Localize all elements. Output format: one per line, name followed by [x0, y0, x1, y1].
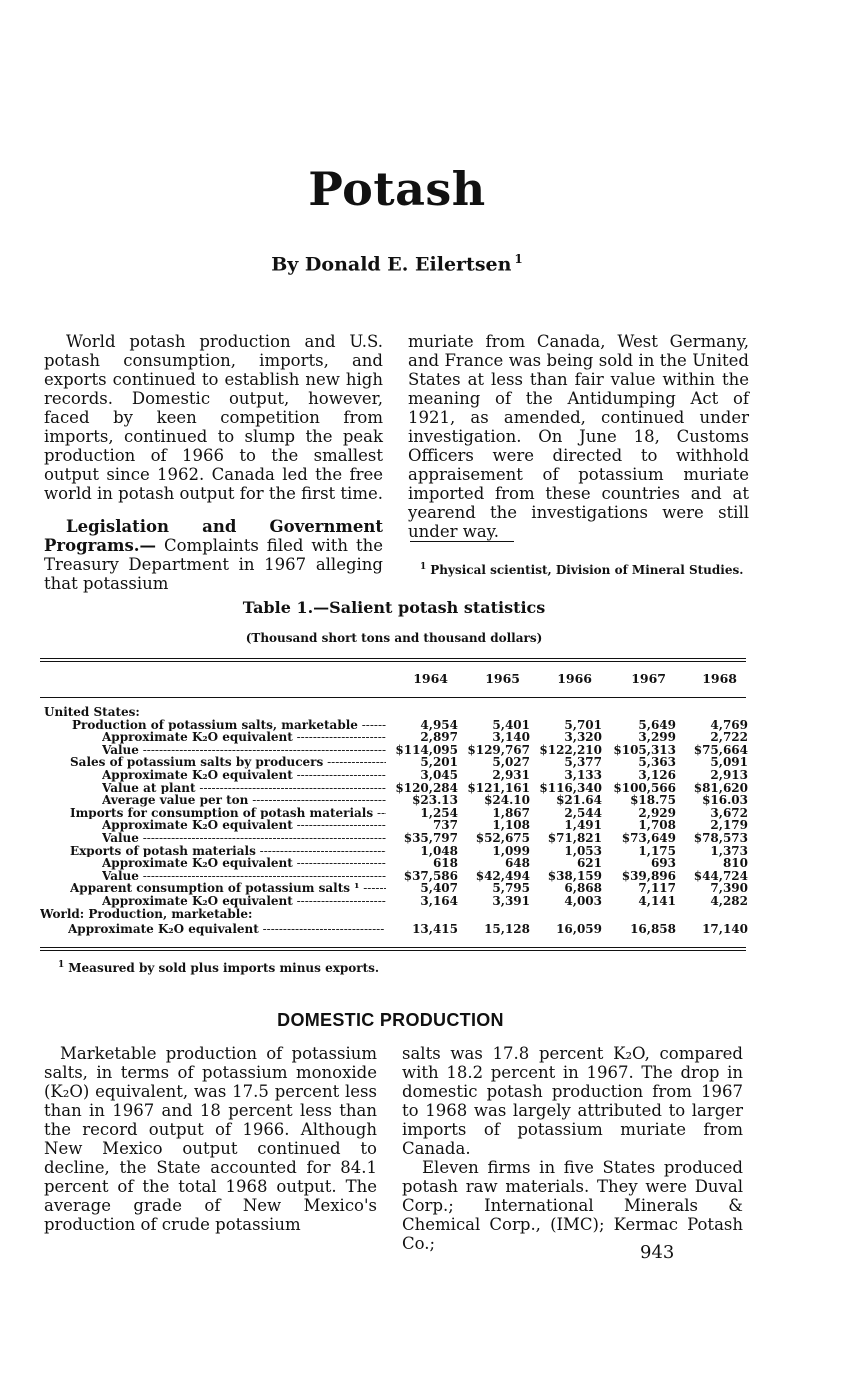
cell-value-1964: $23.13: [412, 793, 458, 808]
cell-value-1968: $75,664: [693, 742, 748, 757]
cell-value-1967: $100,566: [613, 780, 676, 795]
cell-value-1965: 1,099: [492, 843, 530, 858]
cell-value-1968: 2,179: [710, 818, 748, 833]
table-row: [40, 832, 750, 845]
cell-value-1965: 648: [504, 856, 530, 871]
cell-value-1964: 2,897: [420, 730, 458, 745]
row-label: Sales of potassium salts by producers -----: [70, 756, 386, 769]
cell-value-1964: $120,284: [395, 780, 458, 795]
cell-value-1967: 2,929: [638, 805, 676, 820]
cell-value-1967: 5,363: [638, 755, 676, 770]
cell-value-1965: 1,108: [492, 818, 530, 833]
table-header-rule: [40, 697, 746, 698]
column-header-year: 1967: [631, 671, 666, 686]
author-name: By Donald E. Eilertsen: [271, 253, 512, 276]
intro-right-column: [408, 332, 749, 541]
cell-value-1968: $78,573: [693, 830, 748, 845]
cell-value-1966: $116,340: [539, 780, 602, 795]
cell-value-1964: 618: [432, 856, 458, 871]
domestic-right-column: [402, 1044, 743, 1253]
table-row: [40, 845, 750, 858]
cell-value-1964: 3,164: [420, 893, 458, 908]
table-top-rule: [40, 661, 746, 662]
column-header-year: 1966: [557, 671, 592, 686]
cell-value-1966: 1,053: [564, 843, 602, 858]
cell-value-1964: $114,095: [395, 742, 458, 757]
domestic-paragraph: Marketable production of potassium salts, in terms of potassium monoxide (K₂O) equivalent, was 17.5 percent less than in 1967 and 18 percent less than the record output of 1966. Although New Mexico output continued to decline, the State accounted for 84.1 percent of the total 1968 output. The average grade of New Mexico's production of crude potassium: [44, 1044, 377, 1234]
cell-value-1967: $105,313: [613, 742, 676, 757]
row-label: Apparent consumption of potassium salts ¹ -----: [70, 882, 386, 895]
table-footnote: [58, 960, 379, 975]
cell-value-1965: $121,161: [467, 780, 530, 795]
salient-statistics-table: [40, 706, 750, 936]
table-bottom-rule: [40, 950, 746, 951]
cell-value-1968: 7,390: [710, 881, 748, 896]
producers-paragraph: Eleven firms in five States produced potash raw materials. They were Duval Corp.; International Minerals & Chemical Corp., (IMC); Kermac Potash Co.;: [402, 1158, 743, 1253]
cell-value-1968: 17,140: [702, 922, 748, 937]
row-label: Imports for consumption of potash materials -----: [70, 807, 386, 820]
cell-value-1965: 15,128: [484, 922, 530, 937]
cell-value-1968: $16.03: [702, 793, 748, 808]
legislation-text: Complaints filed with the Treasury Department in 1967 alleging that potassium: [44, 536, 383, 593]
cell-value-1964: 5,201: [420, 755, 458, 770]
row-label: Approximate K₂O equivalent -----: [102, 819, 386, 832]
cell-value-1968: 810: [722, 856, 748, 871]
footnote-mark: 1: [420, 562, 427, 572]
cell-value-1966: $122,210: [539, 742, 602, 757]
cell-value-1965: $24.10: [484, 793, 530, 808]
cell-value-1965: 2,931: [492, 767, 530, 782]
page-number: 943: [640, 1242, 675, 1263]
row-label: Value -----: [102, 832, 386, 845]
cell-value-1965: 5,401: [492, 717, 530, 732]
cell-value-1968: 4,769: [710, 717, 748, 732]
cell-value-1964: 1,254: [420, 805, 458, 820]
legislation-heading: Legislation and Government Programs.—: [44, 517, 383, 555]
cell-value-1967: 3,126: [638, 767, 676, 782]
cell-value-1967: $73,649: [621, 830, 676, 845]
row-label: Value at plant -----: [102, 782, 386, 795]
cell-value-1967: 5,649: [638, 717, 676, 732]
cell-value-1964: 13,415: [412, 922, 458, 937]
author-footnote: [420, 562, 743, 577]
row-label: Production of potassium salts, marketable -----: [72, 719, 386, 732]
table-row: [40, 895, 750, 908]
table-footnote-text: Measured by sold plus imports minus exports.: [68, 961, 380, 975]
row-label: World: Production, marketable:: [40, 907, 253, 921]
cell-value-1967: 3,299: [638, 730, 676, 745]
cell-value-1964: $35,797: [403, 830, 458, 845]
table-footnote-mark: 1: [58, 960, 65, 970]
row-label: Exports of potash materials -----: [70, 845, 386, 858]
footnote-text: Physical scientist, Division of Mineral Studies.: [430, 563, 744, 577]
row-label: Value -----: [102, 870, 386, 883]
cell-value-1967: 1,708: [638, 818, 676, 833]
column-header-year: 1964: [413, 671, 448, 686]
cell-value-1964: 5,407: [420, 881, 458, 896]
cell-value-1965: $42,494: [475, 868, 530, 883]
cell-value-1966: 1,491: [564, 818, 602, 833]
cell-value-1968: $81,620: [693, 780, 748, 795]
cell-value-1966: 3,133: [564, 767, 602, 782]
row-label: Average value per ton -----: [102, 794, 386, 807]
cell-value-1968: 2,722: [710, 730, 748, 745]
row-label: Approximate K₂O equivalent -----: [102, 769, 386, 782]
cell-value-1967: 16,858: [630, 922, 676, 937]
column-header-year: 1968: [702, 671, 737, 686]
column-header-year: 1965: [485, 671, 520, 686]
cell-value-1966: 2,544: [564, 805, 602, 820]
cell-value-1968: 4,282: [710, 893, 748, 908]
section-heading: DOMESTIC PRODUCTION: [277, 1010, 504, 1030]
table-row: [40, 706, 750, 719]
cell-value-1965: 5,795: [492, 881, 530, 896]
cell-value-1967: 7,117: [638, 881, 676, 896]
table-top-rule: [40, 658, 746, 659]
cell-value-1966: 16,059: [556, 922, 602, 937]
table-row: [40, 731, 750, 744]
table-row: [40, 794, 750, 807]
cell-value-1965: 3,391: [492, 893, 530, 908]
cell-value-1964: 3,045: [420, 767, 458, 782]
intro-paragraph: World potash production and U.S. potash consumption, imports, and exports continued to establish new high records. Domestic output, however, faced by keen competition from imports, continued to slump the peak production of 1966 to the smallest output since 1962. Canada led the free world in potash output for the first time.: [44, 332, 383, 503]
cell-value-1965: 1,867: [492, 805, 530, 820]
cell-value-1968: 1,373: [710, 843, 748, 858]
cell-value-1967: 1,175: [638, 843, 676, 858]
cell-value-1965: $129,767: [467, 742, 530, 757]
cell-value-1964: 737: [432, 818, 458, 833]
row-label: Approximate K₂O equivalent -----: [102, 857, 386, 870]
cell-value-1966: $21.64: [556, 793, 602, 808]
cell-value-1968: $44,724: [693, 868, 748, 883]
table-row: [40, 857, 750, 870]
byline: [0, 252, 794, 275]
table-caption: Table 1.—Salient potash statistics: [242, 598, 546, 617]
cell-value-1965: 3,140: [492, 730, 530, 745]
legislation-continued: muriate from Canada, West Germany, and France was being sold in the United States at less than fair value within the meaning of the Antidumping Act of 1921, as amended, continued under investigation. On June 18, Customs Officers were directed to withhold appraisement of potassium muriate imported from these countries and at yearend the investigations were still under way.: [408, 332, 749, 541]
legislation-paragraph: [44, 517, 383, 593]
cell-value-1965: 5,027: [492, 755, 530, 770]
cell-value-1967: $18.75: [630, 793, 676, 808]
table-row: [40, 769, 750, 782]
domestic-left-column: [44, 1044, 377, 1234]
cell-value-1966: 6,868: [564, 881, 602, 896]
cell-value-1965: $52,675: [475, 830, 530, 845]
footnote-divider: [410, 541, 514, 542]
cell-value-1964: 4,954: [420, 717, 458, 732]
domestic-paragraph-continued: salts was 17.8 percent K₂O, compared with 18.2 percent in 1967. The drop in domestic potash production from 1967 to 1968 was largely attributed to larger imports of potassium muriate from Canada.: [402, 1044, 743, 1158]
cell-value-1967: 693: [650, 856, 676, 871]
cell-value-1966: $38,159: [547, 868, 602, 883]
cell-value-1968: 2,913: [710, 767, 748, 782]
row-label: United States:: [44, 706, 140, 719]
cell-value-1968: 3,672: [710, 805, 748, 820]
cell-value-1966: 5,701: [564, 717, 602, 732]
table-row: [40, 923, 750, 936]
cell-value-1964: 1,048: [420, 843, 458, 858]
table-subcaption: (Thousand short tons and thousand dollars): [245, 631, 543, 645]
cell-value-1966: 4,003: [564, 893, 602, 908]
cell-value-1967: 4,141: [638, 893, 676, 908]
cell-value-1966: 3,320: [564, 730, 602, 745]
table-row: [40, 908, 750, 921]
page-title: Potash: [308, 162, 486, 216]
intro-left-column: [44, 332, 383, 593]
cell-value-1966: 5,377: [564, 755, 602, 770]
cell-value-1964: $37,586: [403, 868, 458, 883]
cell-value-1967: $39,896: [621, 868, 676, 883]
row-label: Value -----: [102, 744, 386, 757]
cell-value-1968: 5,091: [710, 755, 748, 770]
row-label: Approximate K₂O equivalent -----: [102, 731, 386, 744]
byline-footnote-mark: 1: [514, 252, 523, 266]
cell-value-1966: $71,821: [547, 830, 602, 845]
row-label: Approximate K₂O equivalent -----: [102, 895, 386, 908]
table-bottom-rule: [40, 947, 746, 948]
cell-value-1966: 621: [576, 856, 602, 871]
row-label: Approximate K₂O equivalent -----: [68, 923, 384, 936]
